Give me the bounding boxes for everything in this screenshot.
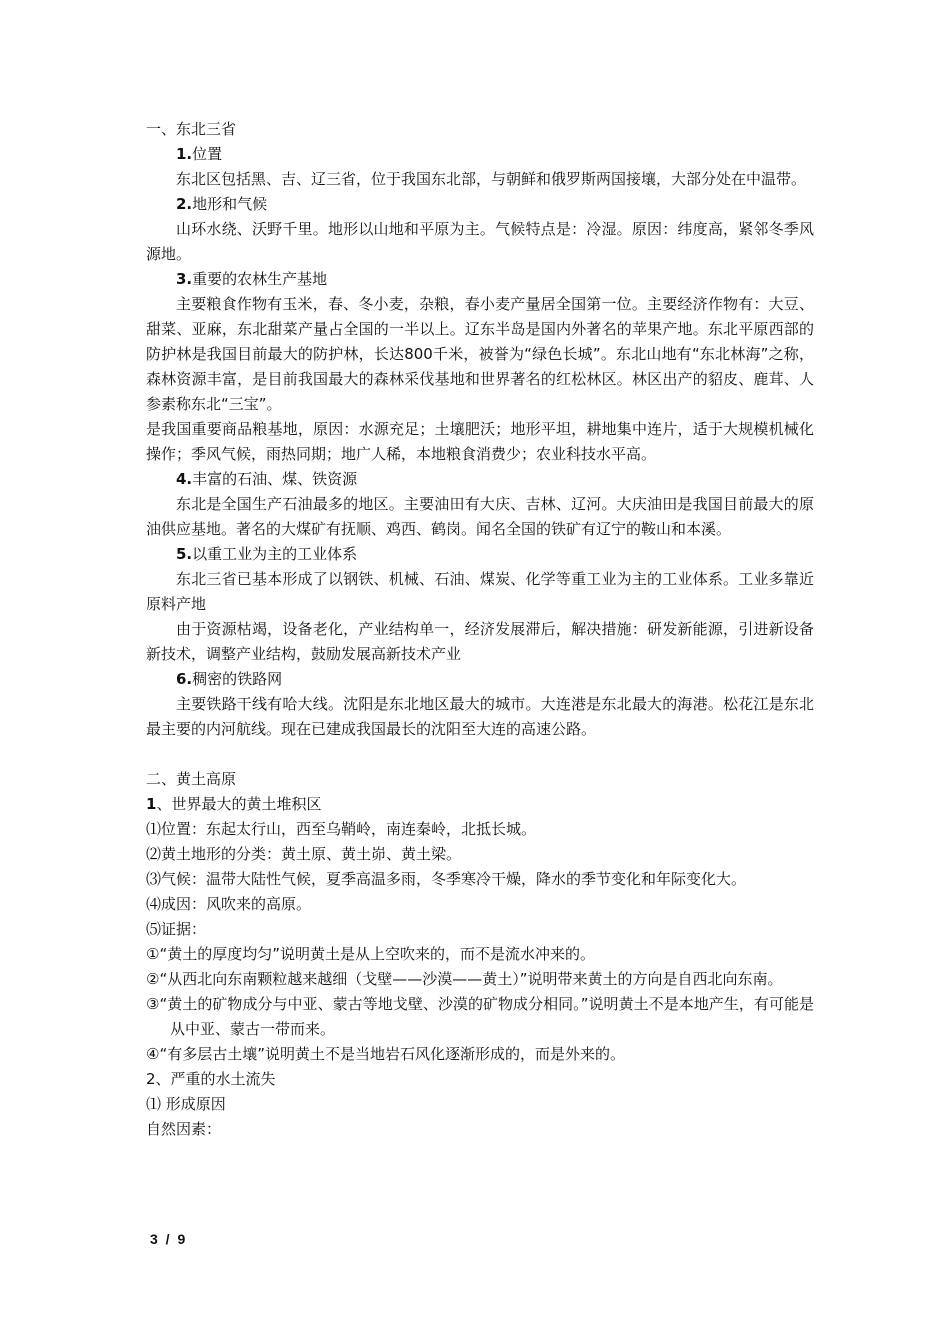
heading-text: 以重工业为主的工业体系	[192, 545, 358, 563]
heading-number: 4.	[176, 470, 193, 488]
heading-number: 6.	[176, 670, 193, 688]
heading-resources	[146, 467, 814, 492]
paragraph-industry-measures: 由于资源枯竭，设备老化，产业结构单一，经济发展滞后，解决措施：研发新能源，引进新设备新技术，调整产业结构，鼓励发展高新技术产业	[146, 620, 814, 663]
subheading-causes: ⑴ 形成原因	[146, 1095, 226, 1113]
heading-location	[146, 142, 814, 167]
heading-text: 稠密的铁路网	[192, 670, 283, 688]
heading-agriculture-forestry	[146, 267, 814, 292]
document-body	[146, 117, 814, 1142]
page-number: 3 / 9	[150, 1231, 188, 1247]
evidence-item: ④“有多层古土壤”说明黄土不是当地岩石风化逐渐形成的，而是外来的。	[146, 1045, 625, 1063]
subheading-loess-area	[146, 792, 814, 817]
paragraph-agriculture-forestry: 主要粮食作物有玉米，春、冬小麦，杂粮，春小麦产量居全国第一位。主要经济作物有：大豆、甜菜、亚麻，东北甜菜产量占全国的一半以上。辽东半岛是国内外著名的苹果产地。东北平原西部的防护林是我国目前最大的防护林，长达800千米，被誉为“绿色长城”。东北山地有“东北林海”之称，森林资源丰富，是目前我国最大的森林采伐基地和世界著名的红松林区。林区出产的貂皮、鹿茸、人参素称东北“三宝”。	[146, 295, 814, 413]
paragraph-terrain-climate: 山环水绕、沃野千里。地形以山地和平原为主。气候特点是：冷湿。原因：纬度高，紧邻冬季风源地。	[146, 220, 814, 263]
heading-terrain-climate	[146, 192, 814, 217]
heading-number: 1.	[176, 145, 193, 163]
heading-number: 5.	[176, 545, 193, 563]
paragraph-railway: 主要铁路干线有哈大线。沈阳是东北地区最大的城市。大连港是东北最大的海港。松花江是东北最主要的内河航线。现在已建成我国最长的沈阳至大连的高速公路。	[146, 695, 814, 738]
list-item: ⑴位置：东起太行山，西至乌鞘岭，南连秦岭，北抵长城。	[146, 820, 537, 838]
heading-railway	[146, 667, 814, 692]
heading-text: 重要的农林生产基地	[192, 270, 328, 288]
list-item: ⑷成因：风吹来的高原。	[146, 895, 312, 913]
subheading-natural-factors: 自然因素：	[146, 1120, 222, 1138]
paragraph-industry: 东北三省已基本形成了以钢铁、机械、石油、煤炭、化学等重工业为主的工业体系。工业多靠近原料产地	[146, 570, 814, 613]
paragraph-grain-base: 是我国重要商品粮基地，原因：水源充足；土壤肥沃；地形平坦，耕地集中连片，适于大规模机械化操作；季风气候，雨热同期；地广人稀，本地粮食消费少；农业科技水平高。	[146, 420, 814, 463]
heading-number: 2.	[176, 195, 193, 213]
paragraph-resources: 东北是全国生产石油最多的地区。主要油田有大庆、吉林、辽河。大庆油田是我国目前最大的原油供应基地。著名的大煤矿有抚顺、鸡西、鹤岗。闻名全国的铁矿有辽宁的鞍山和本溪。	[146, 495, 814, 538]
section-spacer	[146, 742, 814, 767]
list-item: ⑶气候：温带大陆性气候，夏季高温多雨，冬季寒冷干燥，降水的季节变化和年际变化大。	[146, 870, 747, 888]
evidence-item: ②“从西北向东南颗粒越来越细（戈壁——沙漠——黄土）”说明带来黄土的方向是自西北向东南。	[146, 970, 783, 988]
subheading-number: 1	[146, 795, 157, 813]
section-title-northeast: 一、东北三省	[146, 120, 237, 138]
list-item: ⑵黄土地形的分类：黄土原、黄土峁、黄土梁。	[146, 845, 462, 863]
heading-text: 地形和气候	[192, 195, 268, 213]
list-item: ⑸证据：	[146, 920, 207, 938]
heading-number: 3.	[176, 270, 193, 288]
heading-text: 丰富的石油、煤、铁资源	[192, 470, 358, 488]
section-title-loess: 二、黄土高原	[146, 770, 237, 788]
heading-text: 位置	[192, 145, 223, 163]
heading-industry	[146, 542, 814, 567]
evidence-item: ③“黄土的矿物成分与中亚、蒙古等地戈壁、沙漠的矿物成分相同。”说明黄土不是本地产生，有可能是从中亚、蒙古一带而来。	[146, 995, 814, 1038]
evidence-item: ①“黄土的厚度均匀”说明黄土是从上空吹来的，而不是流水冲来的。	[146, 945, 595, 963]
subheading-text: 、世界最大的黄土堆积区	[156, 795, 322, 813]
paragraph-location: 东北区包括黑、吉、辽三省，位于我国东北部，与朝鲜和俄罗斯两国接壤，大部分处在中温带。	[176, 170, 807, 188]
subheading-soil-erosion: 2、严重的水土流失	[146, 1070, 276, 1088]
